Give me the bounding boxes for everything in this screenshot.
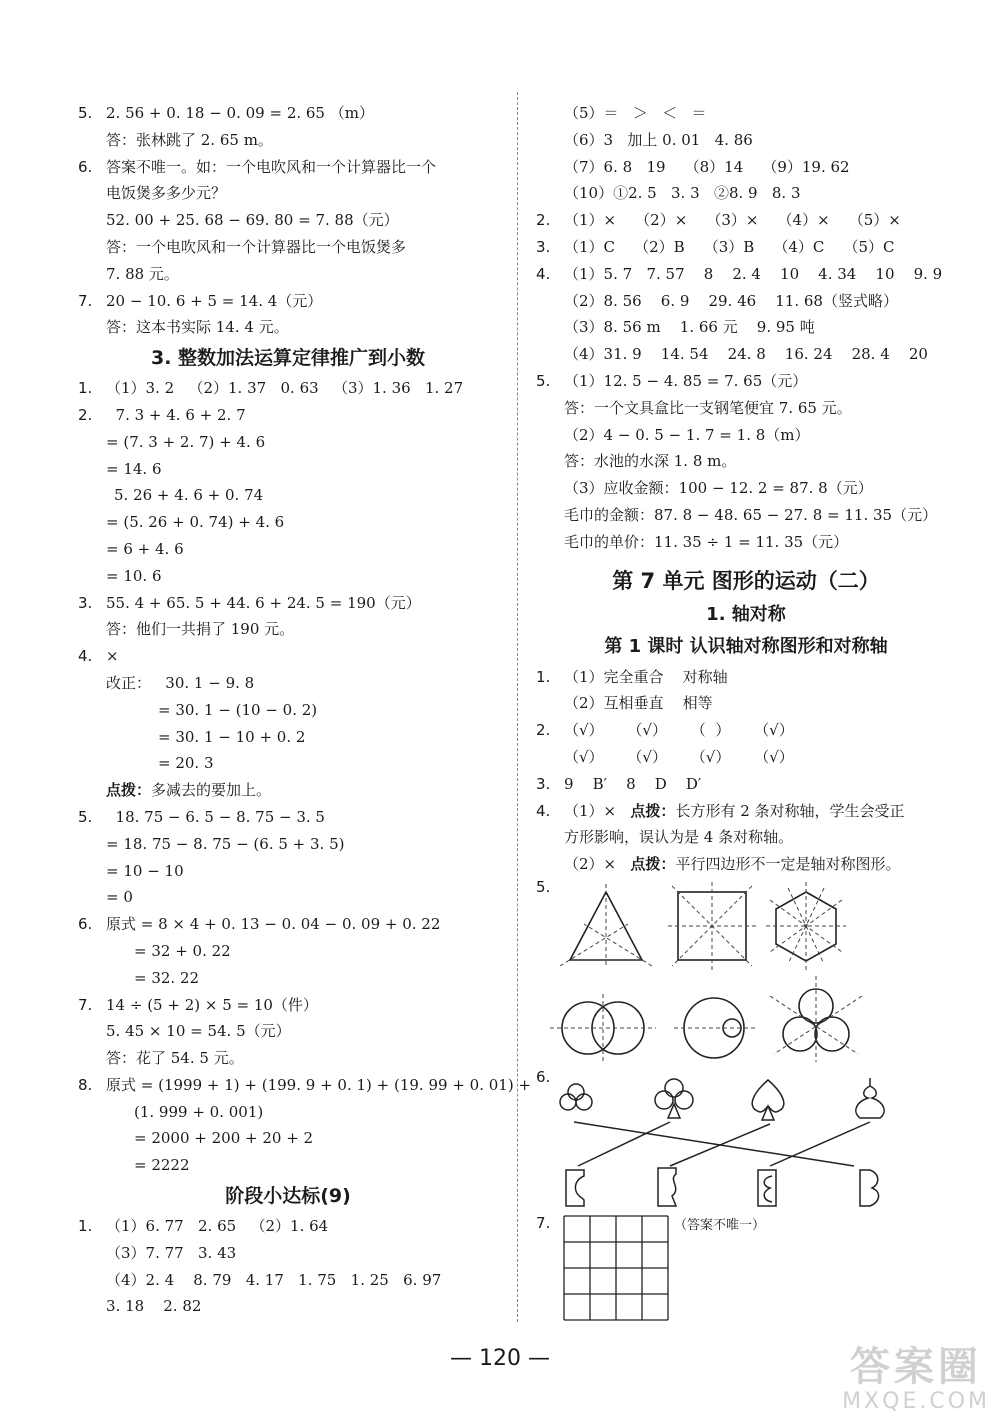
answer-text: （√） （√） （√） （√）	[564, 747, 794, 766]
answer-text: （1）完全重合 对称轴	[564, 667, 728, 686]
answer-line	[78, 1072, 532, 1099]
answer-line	[78, 509, 498, 536]
answer-text: = (7. 3 + 2. 7) + 4. 6	[106, 432, 266, 451]
answer-text: （3）8. 56 m 1. 66 元 9. 95 吨	[564, 318, 815, 337]
answer-text: 答：这本书实际 14. 4 元。	[106, 318, 289, 337]
left-column	[78, 100, 532, 1320]
answer-line	[78, 536, 498, 563]
answer-line	[78, 1045, 498, 1072]
answer-text: 毛巾的单价：11. 35 ÷ 1 = 11. 35（元）	[564, 532, 849, 551]
answer-text: = 30. 1 − 10 + 0. 2	[158, 727, 306, 746]
answer-line	[536, 771, 956, 798]
question-number: 7.	[78, 291, 93, 310]
section-heading-decimal-laws: 3. 整数加法运算定律推广到小数	[150, 347, 426, 370]
question-number: 2.	[78, 405, 93, 424]
lesson-title: 第 1 课时 认识轴对称图形和对称轴	[604, 635, 888, 657]
answer-line	[536, 100, 956, 127]
answer-line	[78, 858, 498, 885]
answer-line	[536, 207, 956, 234]
answer-text: 答：他们一共捐了 190 元。	[106, 620, 295, 639]
q6-number: 6.	[536, 1067, 551, 1086]
answer-line	[78, 402, 498, 429]
answer-line	[78, 375, 498, 402]
answer-line	[78, 938, 498, 965]
question-number: 1.	[78, 379, 93, 398]
question-number: 3.	[536, 774, 551, 793]
answer-text: （1）12. 5 − 4. 85 = 7. 65（元）	[564, 371, 808, 390]
answer-line	[536, 717, 956, 744]
answer-text: = 2000 + 200 + 20 + 2	[134, 1129, 314, 1148]
answer-line	[78, 1018, 498, 1045]
answer-text: 答：张林跳了 2. 65 m。	[106, 130, 273, 149]
answer-line	[78, 750, 498, 777]
answer-line	[536, 314, 956, 341]
question-number: 3.	[536, 237, 551, 256]
q7-grid	[536, 1214, 956, 1334]
answer-text: = 32 + 0. 22	[134, 941, 231, 960]
answer-text: 3. 18 2. 82	[106, 1297, 202, 1316]
answer-text: = 30. 1 − (10 − 0. 2)	[158, 700, 318, 719]
half-shape-3	[758, 1170, 776, 1206]
answer-line	[78, 724, 498, 751]
answer-text: （5）＝ ＞ ＜ ＝	[564, 104, 707, 122]
answer-line	[78, 1267, 498, 1294]
answer-text: （2）4 − 0. 5 − 1. 7 = 1. 8（m）	[564, 425, 810, 444]
section-heading-stage-test: 阶段小达标(9)	[225, 1185, 351, 1208]
q5-number: 5.	[536, 877, 551, 896]
answer-text: （4）2. 4 8. 79 4. 17 1. 75 1. 25 6. 97	[106, 1270, 442, 1289]
answer-text: 5. 45 × 10 = 54. 5（元）	[106, 1022, 291, 1041]
matching-figure	[536, 1068, 956, 1214]
answer-line	[78, 429, 498, 456]
gourd-shape	[856, 1078, 884, 1118]
answer-text: （1）C （2）B （3）B （4）C （5）C	[564, 237, 895, 256]
answer-text: = 0	[106, 888, 133, 907]
answer-line	[78, 1293, 498, 1320]
answer-text: 52. 00 + 25. 68 − 69. 80 = 7. 88（元）	[106, 211, 399, 230]
answer-text: = 18. 75 − 8. 75 − (6. 5 + 3. 5)	[106, 834, 345, 853]
answer-text: 答案不唯一。如：一个电吹风和一个计算器比一个	[106, 157, 437, 176]
answer-line	[536, 127, 956, 154]
answer-text: （3）7. 77 3. 43	[106, 1243, 237, 1262]
watermark-logo-text: 答案圈	[850, 1344, 983, 1390]
q6-matching	[536, 1068, 956, 1214]
answer-line	[536, 529, 956, 556]
answer-text: 答：花了 54. 5 元。	[106, 1049, 244, 1068]
answer-text: （1）× 点拨：长方形有 2 条对称轴，学生会受正	[564, 801, 905, 820]
answer-line	[78, 616, 498, 643]
answer-line	[78, 590, 498, 617]
q7-number: 7.	[536, 1213, 551, 1232]
answer-text: = (5. 26 + 0. 74) + 4. 6	[106, 513, 285, 532]
answer-text: 5. 26 + 4. 6 + 0. 74	[114, 486, 264, 505]
answer-text: （10）①2. 5 3. 3 ②8. 9 8. 3	[564, 184, 801, 203]
answer-text: 电饭煲多多少元？	[106, 184, 227, 203]
answer-line	[536, 664, 956, 691]
site-watermark	[842, 1345, 990, 1414]
question-number: 7.	[78, 995, 93, 1014]
answer-text: 毛巾的金额：87. 8 − 48. 65 − 27. 8 = 11. 35（元）	[564, 505, 938, 524]
unit-title: 第 7 单元 图形的运动（二）	[612, 568, 880, 593]
answer-text: 18. 75 − 6. 5 − 8. 75 − 3. 5	[106, 807, 325, 826]
answer-line	[78, 1099, 498, 1126]
answer-line	[536, 154, 956, 181]
answer-text: 原式 = (1999 + 1) + (199. 9 + 0. 1) + (19. 99 + 0. 01) +	[106, 1075, 532, 1094]
answer-line	[78, 965, 498, 992]
answer-line	[536, 475, 956, 502]
question-number: 5.	[78, 807, 93, 826]
answer-line	[78, 1152, 498, 1179]
question-number: 5.	[536, 371, 551, 390]
answer-text: 7. 3 + 4. 6 + 2. 7	[106, 405, 246, 424]
bottom-right-circle-shape	[815, 1017, 849, 1051]
answer-line	[536, 448, 956, 475]
bottom-left-circle-shape	[783, 1017, 817, 1051]
answer-text: = 32. 22	[134, 968, 200, 987]
question-number: 8.	[78, 1075, 93, 1094]
answer-text: （1）3. 2 （2）1. 37 0. 63 （3）1. 36 1. 27	[106, 379, 464, 398]
answer-line	[78, 697, 498, 724]
answer-text: （1）6. 77 2. 65 （2）1. 64	[106, 1217, 329, 1236]
q7-note: （答案不唯一）	[674, 1217, 766, 1233]
right-column	[536, 100, 956, 1334]
answer-text: = 10. 6	[106, 566, 162, 585]
half-shape-4	[860, 1170, 879, 1206]
answer-line	[536, 690, 956, 717]
answer-text: (1. 999 + 0. 001)	[134, 1102, 264, 1121]
right-answer-block-1	[536, 100, 956, 556]
answer-text: 14 ÷ (5 + 2) × 5 = 10（件）	[106, 995, 318, 1014]
answer-line	[78, 1125, 498, 1152]
answer-text: （6）3 加上 0. 01 4. 86	[564, 130, 753, 149]
question-number: 1.	[78, 1217, 93, 1236]
left-answer-block-2	[78, 375, 532, 1179]
answer-line	[78, 180, 498, 207]
answer-line	[536, 368, 956, 395]
answer-text: （3）应收金额：100 − 12. 2 = 87. 8（元）	[564, 479, 873, 498]
answer-line	[536, 288, 956, 315]
answer-text: （7）6. 8 19 （8）14 （9）19. 62	[564, 157, 850, 176]
answer-text: 答：一个电吹风和一个计算器比一个电饭煲多	[106, 237, 407, 256]
answer-text: （4）31. 9 14. 54 24. 8 16. 24 28. 4 20	[564, 345, 928, 364]
answer-text: = 10 − 10	[106, 861, 184, 880]
answer-text: （2）8. 56 6. 9 29. 46 11. 68（竖式略）	[564, 291, 898, 310]
answer-line	[78, 127, 498, 154]
answer-text: （1）× （2）× （3）× （4）× （5）×	[564, 211, 901, 230]
answer-text: （2）× 点拨：平行四边形不一定是轴对称图形。	[564, 855, 901, 874]
answer-line	[78, 482, 498, 509]
answer-line	[78, 992, 498, 1019]
answer-line	[78, 563, 498, 590]
question-number: 6.	[78, 157, 93, 176]
answer-line	[536, 851, 956, 878]
question-number: 6.	[78, 915, 93, 934]
section-title-axis-symmetry: 1. 轴对称	[706, 603, 786, 625]
answer-line	[536, 180, 956, 207]
answer-line	[78, 456, 498, 483]
answer-line	[78, 207, 498, 234]
left-answer-block-1	[78, 100, 498, 341]
answer-text: 方形影响，误认为是 4 条对称轴。	[564, 828, 794, 847]
answer-line	[78, 643, 498, 670]
page-number: — 120 —	[450, 1346, 550, 1371]
answer-line	[78, 670, 498, 697]
answer-text: 点拨：多减去的要加上。	[106, 781, 272, 800]
answer-line	[536, 261, 956, 288]
right-answer-block-2	[536, 664, 956, 878]
answer-line	[78, 1240, 498, 1267]
outer-circle-shape	[684, 998, 744, 1058]
spade-shape	[752, 1080, 784, 1120]
answer-text: 答：水池的水深 1. 8 m。	[564, 452, 737, 471]
answer-line	[78, 911, 498, 938]
half-shape-1	[566, 1170, 584, 1206]
answer-text: 2. 56 + 0. 18 − 0. 09 = 2. 65 （m）	[106, 104, 374, 122]
answer-text: （2）互相垂直 相等	[564, 694, 713, 713]
question-number: 5.	[78, 104, 93, 122]
answer-text: （√） （√） （ ） （√）	[564, 721, 794, 740]
answer-text: 9 B′ 8 D D′	[564, 774, 702, 793]
watermark-url: MXQE.COM	[842, 1389, 990, 1414]
answer-text: 55. 4 + 65. 5 + 44. 6 + 24. 5 = 190（元）	[106, 593, 421, 612]
answer-line	[78, 314, 498, 341]
answer-line	[536, 341, 956, 368]
half-clover-shape	[560, 1084, 592, 1110]
left-answer-block-3	[78, 1213, 498, 1320]
answer-line	[536, 395, 956, 422]
question-number: 2.	[536, 211, 551, 230]
answer-line	[536, 422, 956, 449]
answer-text: = 6 + 4. 6	[106, 539, 184, 558]
answer-text: 答：一个文具盒比一支钢笔便宜 7. 65 元。	[564, 398, 852, 417]
answer-line	[536, 798, 956, 825]
answer-line	[78, 831, 498, 858]
answer-line	[78, 100, 498, 127]
answer-text: ×	[106, 647, 119, 666]
question-number: 1.	[536, 667, 551, 686]
answer-text: 改正： 30. 1 − 9. 8	[106, 673, 255, 692]
club-shape	[655, 1079, 693, 1118]
answer-line	[78, 288, 498, 315]
answer-text: （1）5. 7 7. 57 8 2. 4 10 4. 34 10 9. 9	[564, 264, 943, 283]
question-number: 3.	[78, 593, 93, 612]
answer-line	[78, 261, 498, 288]
question-number: 4.	[78, 647, 93, 666]
column-divider	[517, 92, 518, 1322]
answer-text: 7. 88 元。	[106, 264, 179, 283]
answer-text: = 20. 3	[158, 754, 214, 773]
answer-line	[78, 777, 498, 804]
answer-text: 20 − 10. 6 + 5 = 14. 4（元）	[106, 291, 323, 310]
question-number: 4.	[536, 264, 551, 283]
answer-text: = 2222	[134, 1156, 190, 1175]
answer-line	[536, 824, 956, 851]
half-shape-2	[658, 1168, 676, 1206]
answer-line	[78, 884, 498, 911]
answer-text: 原式 = 8 × 4 + 0. 13 − 0. 04 − 0. 09 + 0. 22	[106, 915, 441, 934]
answer-text: = 14. 6	[106, 459, 162, 478]
answer-line	[536, 234, 956, 261]
symmetry-axes-figure	[536, 878, 956, 1068]
answer-line	[536, 744, 956, 771]
question-number: 4.	[536, 801, 551, 820]
answer-line	[78, 154, 498, 181]
q5-figures	[536, 878, 956, 1068]
answer-line	[536, 502, 956, 529]
question-number: 2.	[536, 721, 551, 740]
answer-line	[78, 804, 498, 831]
answer-line	[78, 1213, 498, 1240]
answer-line	[78, 234, 498, 261]
